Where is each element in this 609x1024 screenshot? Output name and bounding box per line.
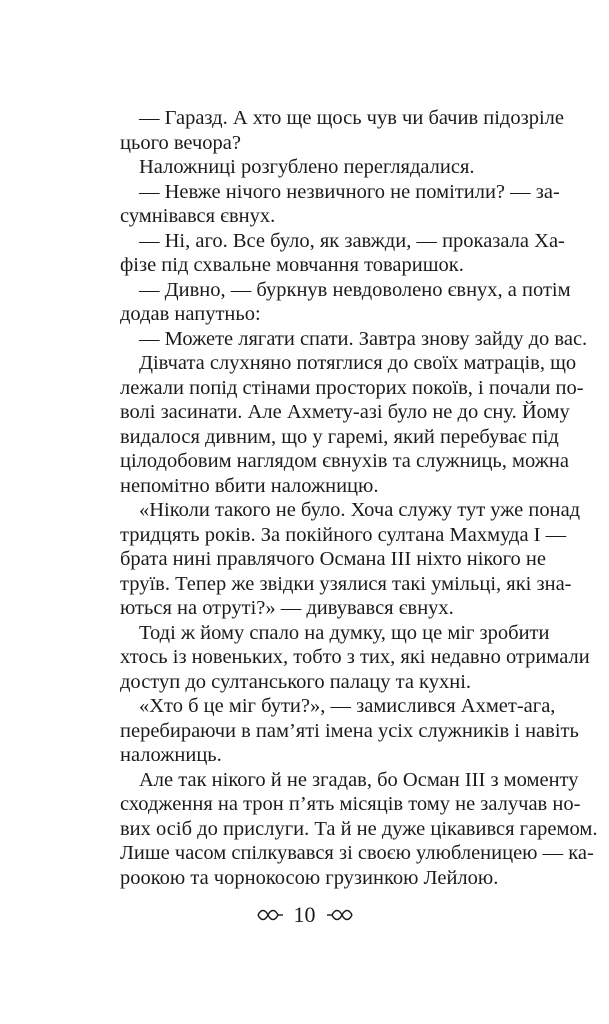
text-line: — Дивно, — буркнув невдоволено євнух, а потім: [139, 278, 571, 301]
text-line: додав напутньо:: [120, 303, 261, 325]
text-line: тридцять років. За покійного султана Махмуда І —: [120, 523, 567, 546]
text-line: вих осіб до прислуги. Та й не дуже цікавився гаремом.: [120, 817, 598, 840]
text-line: Дівчата слухняно потяглися до своїх матраців, що: [139, 352, 577, 374]
right-ornament-icon: [326, 908, 354, 922]
text-line: перебираючи в пам’яті імена усіх служників і навіть: [120, 719, 579, 742]
text-line: — Ні, аго. Все було, як завжди, — проказала Ха-: [139, 229, 565, 252]
text-line: цілодобовим наглядом євнухів та служниць, можна: [120, 450, 569, 472]
text-line: Лише часом спілкувався зі своєю улюбленицею — ка-: [120, 842, 594, 864]
text-line: — Невже нічого незвичного не помітили? — за-: [139, 180, 560, 203]
text-line: роокою та чорнокосою грузинкою Лейлою.: [120, 866, 499, 889]
text-line: лежали попід стінами просторих покоїв, і почали по-: [120, 376, 584, 399]
page-footer: [0, 900, 609, 930]
text-line: — Гаразд. А хто ще щось чув чи бачив підозріле: [139, 107, 564, 129]
text-line: труїв. Тепер же звідки узялися такі умільці, які зна-: [120, 572, 572, 595]
text-line: Але так нікого й не згадав, бо Осман ІІІ з моменту: [139, 768, 579, 791]
text-line: — Можете лягати спати. Завтра знову зайду до вас.: [139, 327, 588, 350]
text-line: волі засинати. Але Ахмету-азі було не до сну. Йому: [120, 401, 570, 423]
text-line: фізе під схвальне мовчання товаришок.: [120, 254, 464, 276]
text-line: цього вечора?: [120, 131, 241, 154]
text-line: «Хто б це міг бути?», — замислився Ахмет-ага,: [139, 695, 556, 717]
text-line: видалося дивним, що у гаремі, який перебуває під: [120, 425, 559, 448]
text-line: непомітно вбити наложницю.: [120, 474, 379, 497]
text-line: сумнівався євнух.: [120, 205, 276, 227]
text-line: брата нині правлячого Османа ІІІ ніхто нікого не: [120, 548, 546, 570]
text-line: Тоді ж йому спало на думку, що це міг зробити: [139, 621, 550, 644]
text-line: наложниць.: [120, 744, 222, 766]
text-line: доступ до султанського палацу та кухні.: [120, 670, 472, 693]
text-line: ються на отруті?» — дивувався євнух.: [120, 597, 454, 619]
text-line: Наложниці розгублено переглядалися.: [139, 156, 475, 178]
text-line: хтось із новеньких, тобто з тих, які недавно отримали: [120, 646, 590, 668]
text-line: «Ніколи такого не було. Хоча служу тут уже понад: [139, 499, 581, 521]
page-number: 10: [293, 902, 316, 927]
book-page-text: [120, 106, 598, 890]
left-ornament-icon: [256, 908, 284, 922]
text-line: сходження на трон п’ять місяців тому не залучав но-: [120, 793, 581, 815]
